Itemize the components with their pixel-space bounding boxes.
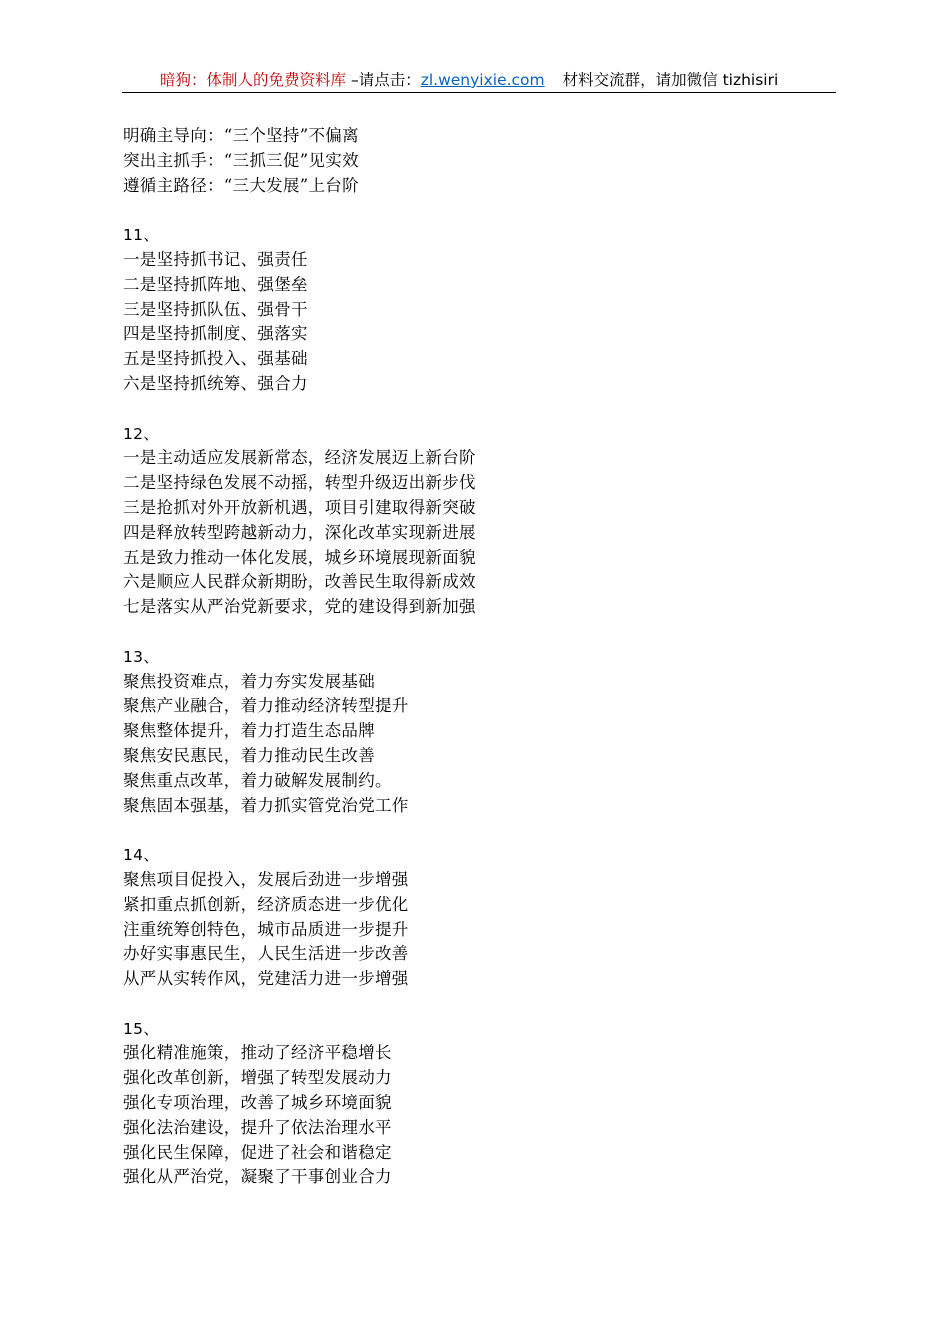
section-line: 六是坚持抓统筹、强合力 [123,373,308,393]
section-line: 一是坚持抓书记、强责任 [123,249,308,269]
section-line: 二是坚持抓阵地、强堡垒 [123,274,308,294]
section-line: 聚焦项目促投入，发展后劲进一步增强 [123,869,409,889]
section-line: 注重统筹创特色，城市品质进一步提升 [123,919,409,939]
section-heading: 15、 [123,1019,160,1038]
section-gap [123,818,773,843]
page-header [122,68,836,93]
section-heading: 11、 [123,226,160,245]
intro-line: 明确主导向：“三个坚持”不偏离 [123,126,359,145]
section-line: 四是坚持抓制度、强落实 [123,324,308,344]
section-line: 二是坚持绿色发展不动摇，转型升级迈出新步伐 [123,473,476,493]
document-body [123,124,773,1190]
section-line: 强化民生保障，促进了社会和谐稳定 [123,1142,392,1162]
intro-line: 遵循主路径：“三大发展”上台阶 [123,175,359,195]
section-line: 三是抢抓对外开放新机遇，项目引建取得新突破 [123,497,476,517]
section-line: 聚焦固本强基，着力抓实管党治党工作 [123,795,409,815]
section-line: 强化专项治理，改善了城乡环境面貌 [123,1093,392,1113]
section-11 [123,223,773,397]
section-line: 七是落实从严治党新要求，党的建设得到新加强 [123,597,476,617]
section-gap [123,198,773,223]
section-line: 聚焦产业融合，着力推动经济转型提升 [123,696,409,716]
section-15 [123,1017,773,1191]
section-line: 紧扣重点抓创新，经济质态进一步优化 [123,894,409,914]
section-line: 聚焦整体提升，着力打造生态品牌 [123,721,375,741]
section-12 [123,422,773,620]
section-gap [123,992,773,1017]
section-line: 三是坚持抓队伍、强骨干 [123,299,308,319]
section-line: 五是致力推动一体化发展，城乡环境展现新面貌 [123,547,476,567]
section-line: 强化改革创新，增强了转型发展动力 [123,1068,392,1088]
section-line: 六是顺应人民群众新期盼，改善民生取得新成效 [123,572,476,592]
intro-block [123,124,773,198]
section-line: 强化从严治党，凝聚了干事创业合力 [123,1167,392,1187]
header-text [160,68,778,92]
section-line: 聚焦重点改革，着力破解发展制约。 [123,770,392,790]
section-gap [123,397,773,422]
section-heading: 14、 [123,846,160,865]
header-prompt: –请点击： [346,71,421,89]
section-gap [123,620,773,645]
section-line: 一是主动适应发展新常态，经济发展迈上新台阶 [123,448,476,468]
section-line: 办好实事惠民生，人民生活进一步改善 [123,944,409,964]
header-note: 材料交流群，请加微信 tizhisiri [562,71,779,89]
section-14 [123,843,773,992]
header-brand: 暗狗：体制人的免费资料库 [160,71,347,89]
section-line: 强化精准施策，推动了经济平稳增长 [123,1043,392,1063]
section-heading: 12、 [123,424,160,443]
section-13 [123,645,773,819]
section-line: 从严从实转作风，党建活力进一步增强 [123,969,409,989]
section-line: 五是坚持抓投入、强基础 [123,349,308,369]
section-line: 四是释放转型跨越新动力，深化改革实现新进展 [123,522,476,542]
section-line: 聚焦投资难点，着力夯实发展基础 [123,671,375,691]
section-line: 强化法治建设，提升了依法治理水平 [123,1117,392,1137]
intro-line: 突出主抓手：“三抓三促”见实效 [123,150,359,170]
section-heading: 13、 [123,647,160,666]
section-line: 聚焦安民惠民，着力推动民生改善 [123,745,375,765]
header-link[interactable]: zl.wenyixie.com [420,71,545,89]
